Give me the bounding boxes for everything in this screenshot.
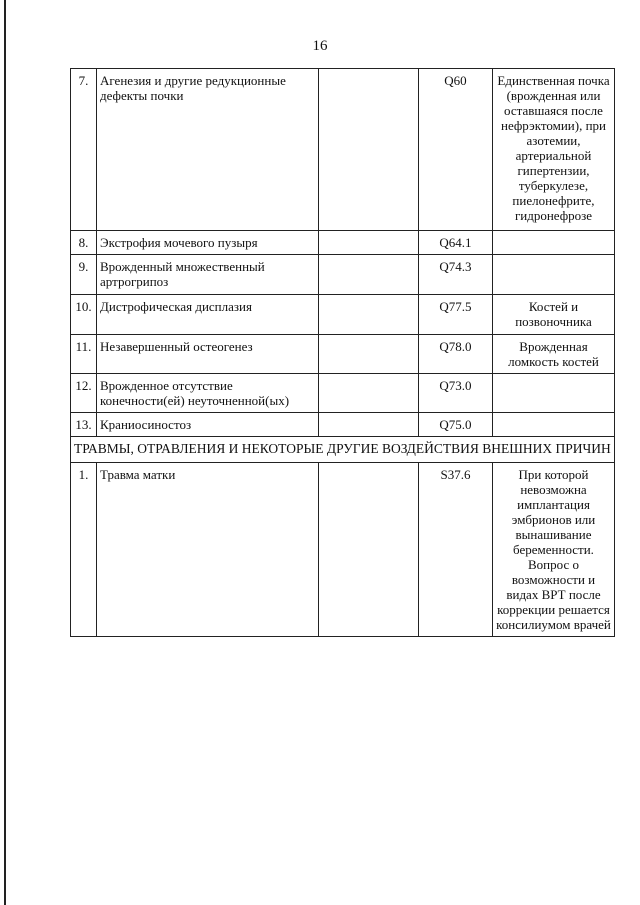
empty-cell [319,295,419,335]
empty-cell [319,374,419,413]
page-number: 16 [312,38,328,54]
empty-cell [319,463,419,637]
row-number: 8. [71,231,97,255]
row-number: 12. [71,374,97,413]
diagnosis-note [493,231,615,255]
diagnosis-name: Краниосиностоз [97,413,319,437]
icd-code: Q60 [419,69,493,231]
table-row [71,295,615,335]
empty-cell [319,231,419,255]
diagnosis-name: Дистрофическая дисплазия [97,295,319,335]
diagnosis-note: Единственная почка (врожденная или оставшаяся после нефрэктомии), при азотемии, артериальной гипертензии, туберкулезе, пиелонефрите, гидронефрозе [493,69,615,231]
row-number: 7. [71,69,97,231]
empty-cell [319,413,419,437]
diagnosis-name: Травма матки [97,463,319,637]
diagnosis-note: Врожденная ломкость костей [493,335,615,374]
icd-code: Q78.0 [419,335,493,374]
table-row [71,413,615,437]
diagnosis-name: Врожденный множественный артрогрипоз [97,255,319,295]
diagnosis-name: Незавершенный остеогенез [97,335,319,374]
icd-code: Q75.0 [419,413,493,437]
diagnosis-table [70,68,615,637]
row-number: 13. [71,413,97,437]
diagnosis-name: Агенезия и другие редукционные дефекты почки [97,69,319,231]
section-header-row [71,437,615,463]
empty-cell [319,335,419,374]
table-row [71,335,615,374]
row-number: 10. [71,295,97,335]
icd-code: Q77.5 [419,295,493,335]
diagnosis-note [493,413,615,437]
diagnosis-note: При которой невозможна имплантация эмбрионов или вынашивание беременности. Вопрос о возможности и видах ВРТ после коррекции решается консилиумом врачей [493,463,615,637]
empty-cell [319,69,419,231]
table-row [71,463,615,637]
section-title: ТРАВМЫ, ОТРАВЛЕНИЯ И НЕКОТОРЫЕ ДРУГИЕ ВОЗДЕЙСТВИЯ ВНЕШНИХ ПРИЧИН [71,437,615,463]
icd-code: Q64.1 [419,231,493,255]
table-row [71,231,615,255]
diagnosis-note [493,255,615,295]
diagnosis-note [493,374,615,413]
diagnosis-name: Экстрофия мочевого пузыря [97,231,319,255]
icd-code: Q74.3 [419,255,493,295]
icd-code: S37.6 [419,463,493,637]
icd-code: Q73.0 [419,374,493,413]
table-row [71,255,615,295]
table-row [71,69,615,231]
empty-cell [319,255,419,295]
scan-border-line [4,0,6,905]
row-number: 11. [71,335,97,374]
diagnosis-note: Костей и позвоночника [493,295,615,335]
diagnosis-name: Врожденное отсутствие конечности(ей) неуточненной(ых) [97,374,319,413]
row-number: 1. [71,463,97,637]
row-number: 9. [71,255,97,295]
table-row [71,374,615,413]
